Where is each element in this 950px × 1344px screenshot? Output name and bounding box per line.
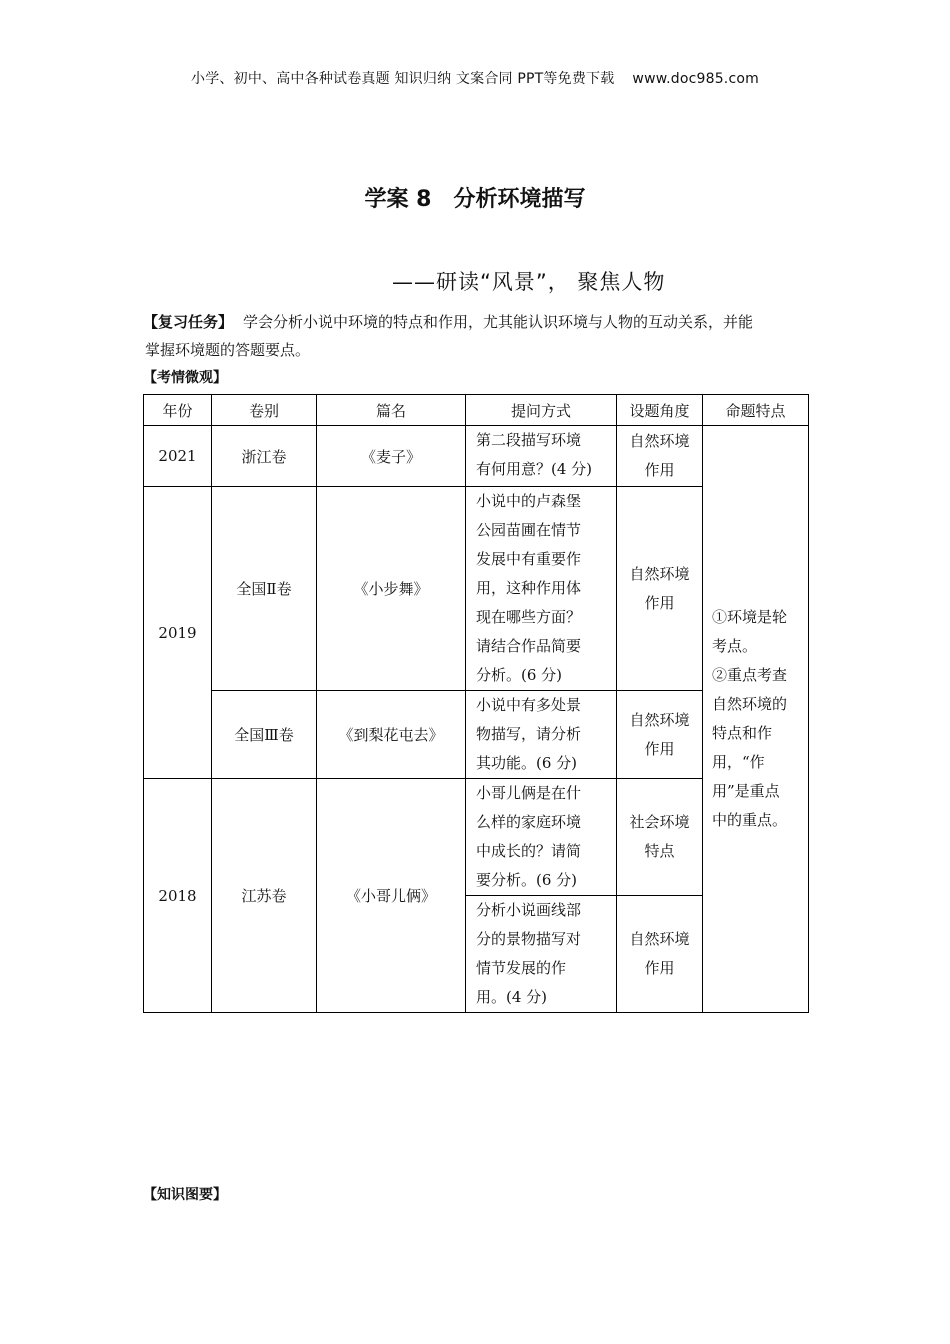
page-title: [0, 182, 950, 213]
table-header-row: [144, 395, 809, 426]
question-cell: 小说中有多处景 物描写，请分析 其功能。(6 分): [466, 691, 617, 779]
title-main: 分析环境描写: [453, 187, 586, 212]
question-cell: 分析小说画线部 分的景物描写对 情节发展的作 用。(4 分): [466, 896, 617, 1013]
title-cell: 《麦子》: [317, 426, 466, 487]
col-header: 设题角度: [617, 395, 703, 426]
col-header: 命题特点: [703, 395, 809, 426]
angle-cell: 自然环境 作用: [617, 426, 703, 487]
angle-cell: 自然环境 作用: [617, 487, 703, 691]
table-row: [144, 426, 809, 487]
review-task-label: 【复习任务】: [143, 313, 234, 331]
review-task: [143, 308, 808, 364]
paper-cell: 全国Ⅱ卷: [212, 487, 317, 691]
title-cell: 《到梨花屯去》: [317, 691, 466, 779]
review-task-line1: 学会分析小说中环境的特点和作用，尤其能认识环境与人物的互动关系，并能: [243, 313, 754, 331]
year-cell: 2019: [144, 487, 212, 779]
col-header: 年份: [144, 395, 212, 426]
question-cell: 第二段描写环境 有何用意？(4 分): [466, 426, 617, 487]
header-text: 小学、初中、高中各种试卷真题 知识归纳 文案合同 PPT等免费下载: [191, 71, 615, 87]
page-subtitle: ——研读“风景”， 聚焦人物: [392, 270, 666, 294]
paper-cell: 江苏卷: [212, 779, 317, 1013]
angle-cell: 社会环境 特点: [617, 779, 703, 896]
angle-cell: 自然环境 作用: [617, 896, 703, 1013]
exam-label: 【考情微观】: [143, 370, 227, 386]
col-header: 卷别: [212, 395, 317, 426]
review-task-line2: 掌握环境题的答题要点。: [145, 341, 311, 359]
header-url[interactable]: www.doc985.com: [632, 71, 759, 87]
title-cell: 《小步舞》: [317, 487, 466, 691]
question-cell: 小哥儿俩是在什 么样的家庭环境 中成长的？请简 要分析。(6 分): [466, 779, 617, 896]
col-header: 篇名: [317, 395, 466, 426]
angle-cell: 自然环境 作用: [617, 691, 703, 779]
knowledge-label: 【知识图要】: [143, 1187, 227, 1203]
year-cell: 2021: [144, 426, 212, 487]
paper-cell: 浙江卷: [212, 426, 317, 487]
exam-table: [143, 394, 809, 1013]
year-cell: 2018: [144, 779, 212, 1013]
title-cell: 《小哥儿俩》: [317, 779, 466, 1013]
feature-cell: ①环境是轮 考点。 ②重点考查 自然环境的 特点和作 用，“作 用”是重点 中的重点。: [703, 426, 809, 1013]
title-prefix: 学案 8: [364, 187, 432, 212]
question-cell: 小说中的卢森堡 公园苗圃在情节 发展中有重要作 用，这种作用体 现在哪些方面？ 请结合作品简要 分析。(6 分): [466, 487, 617, 691]
paper-cell: 全国Ⅲ卷: [212, 691, 317, 779]
page-header: [0, 68, 950, 88]
col-header: 提问方式: [466, 395, 617, 426]
